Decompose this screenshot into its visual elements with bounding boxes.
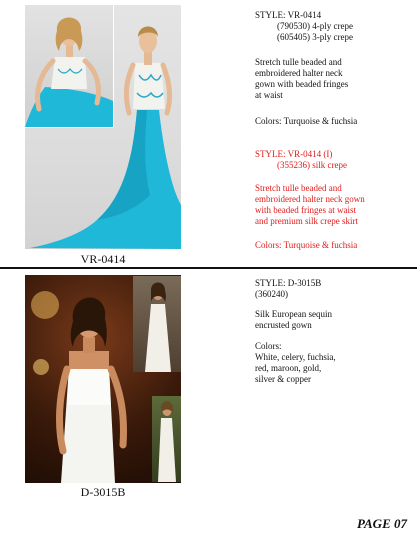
d-3015b-inset-figure-1 [133,276,181,372]
d-3015b-colors-line-1: White, celery, fuchsia, [255,352,336,362]
vr-0414-i-desc-line-2: embroidered halter neck gown [255,194,365,204]
vr-0414-i-style-line: STYLE: VR-0414 (I) [255,149,333,159]
vr-0414-style-code-2: (605405) 3-ply crepe [277,32,353,42]
d-3015b-inset-photo-1 [133,276,181,372]
page-number: PAGE 07 [357,516,407,531]
d-3015b-colors-line-3: silver & copper [255,374,311,384]
d-3015b-colors-label: Colors: [255,341,282,351]
d-3015b-desc-line-2: encrusted gown [255,320,312,330]
vr-0414-desc-line-4: at waist [255,90,283,100]
vr-0414-i-desc-line-4: and premium silk crepe skirt [255,216,358,226]
d-3015b-caption: D-3015B [80,485,126,499]
section-divider [0,267,417,269]
vr-0414-desc-line-2: embroidered halter neck [255,68,343,78]
d-3015b-style-code: (360240) [255,289,288,299]
vr-0414-caption: VR-0414 [80,252,126,266]
vr-0414-i-style-code: (355236) silk crepe [277,160,347,170]
vr-0414-desc-line-3: gown with beaded fringes [255,79,349,89]
vr-0414-inset-figure [25,5,113,127]
d-3015b-desc-line-1: Silk European sequin [255,309,332,319]
vr-0414-inset-photo [25,5,114,128]
vr-0414-i-colors: Colors: Turquoise & fuchsia [255,240,358,250]
vr-0414-i-desc-line-3: with beaded fringes at waist [255,205,356,215]
d-3015b-inset-figure-2 [152,396,181,482]
vr-0414-style-code-1: (790530) 4-ply crepe [277,21,353,31]
vr-0414-desc-line-1: Stretch tulle beaded and [255,57,342,67]
d-3015b-style-line: STYLE: D-3015B [255,278,322,288]
d-3015b-colors-line-2: red, maroon, gold, [255,363,322,373]
vr-0414-style-line: STYLE: VR-0414 [255,10,322,20]
d-3015b-inset-photo-2 [152,396,181,482]
vr-0414-i-desc-line-1: Stretch tulle beaded and [255,183,342,193]
vr-0414-colors: Colors: Turquoise & fuchsia [255,116,358,126]
